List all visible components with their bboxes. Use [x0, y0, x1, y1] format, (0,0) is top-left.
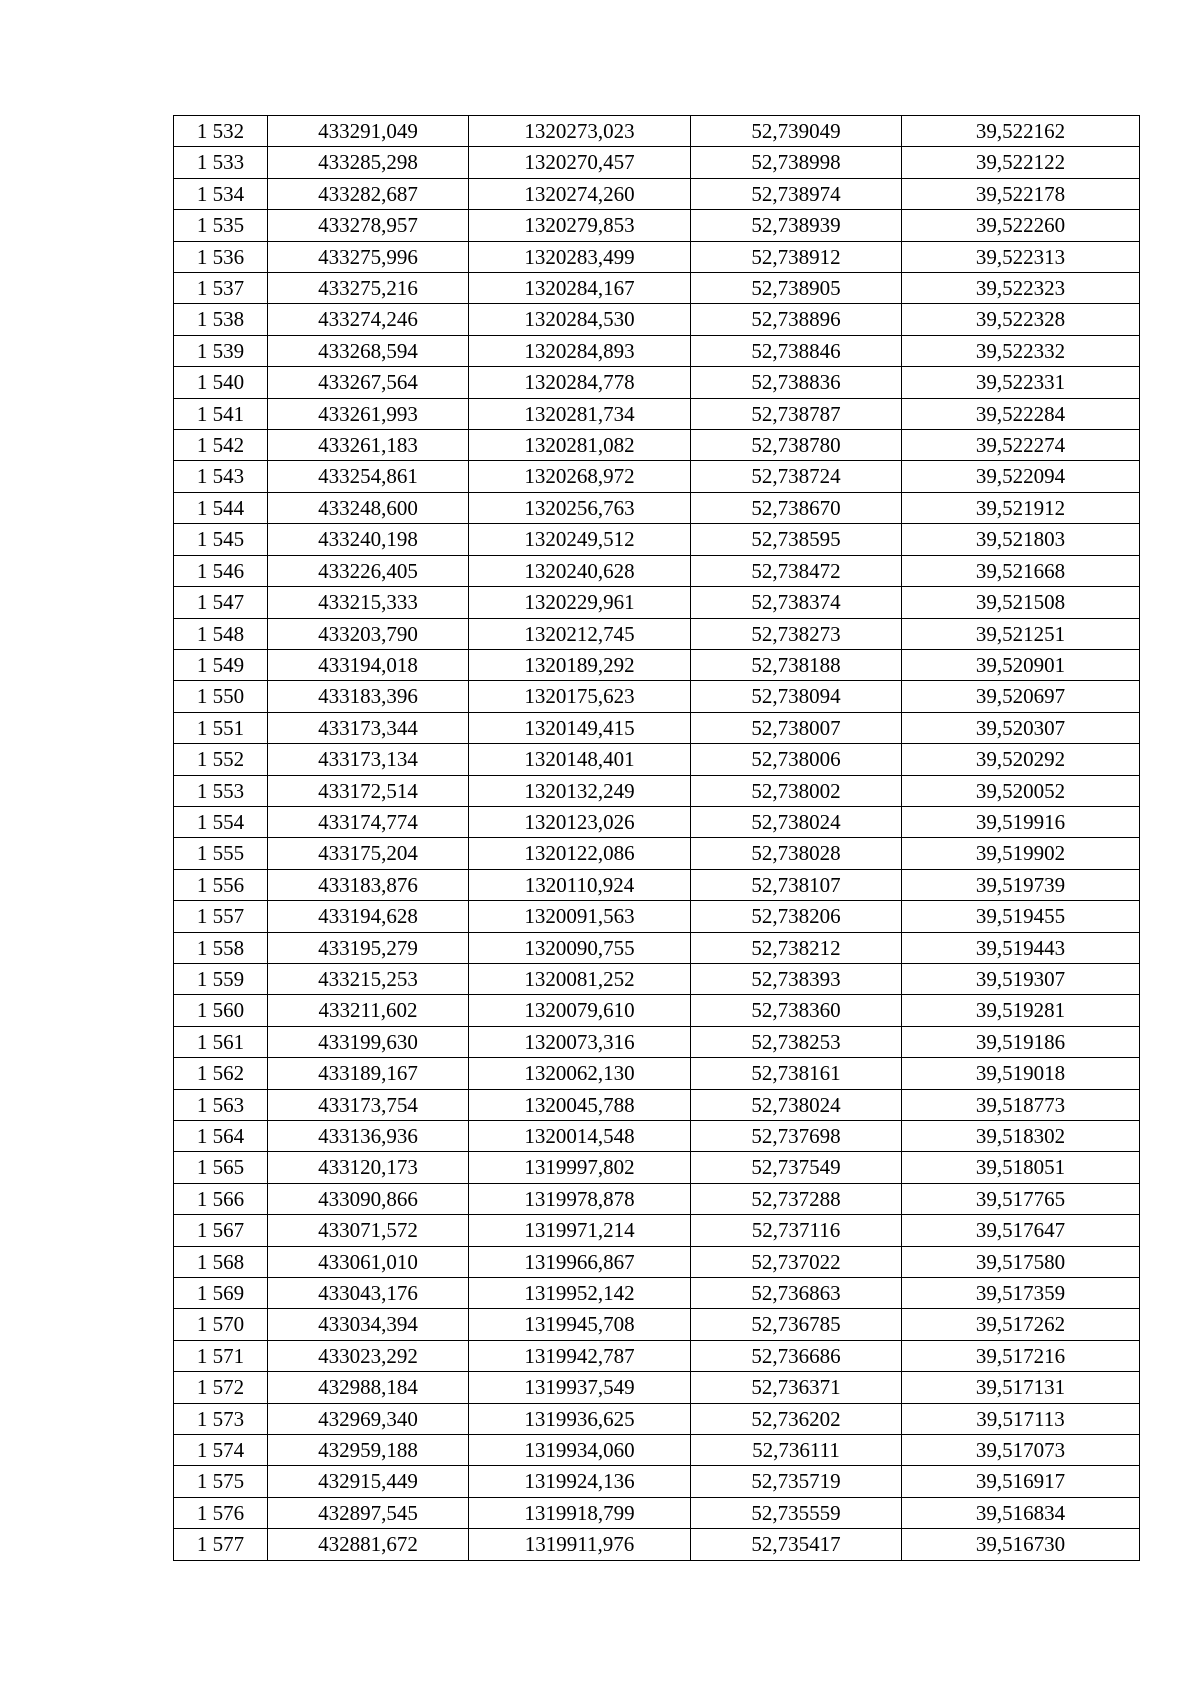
x-coordinate-cell: 433194,018 [268, 649, 469, 680]
table-row [174, 1215, 1140, 1246]
longitude-cell: 39,522122 [902, 147, 1140, 178]
y-coordinate-cell: 1320273,023 [469, 116, 691, 147]
longitude-cell: 39,521508 [902, 587, 1140, 618]
y-coordinate-cell: 1319936,625 [469, 1403, 691, 1434]
longitude-cell: 39,517073 [902, 1435, 1140, 1466]
x-coordinate-cell: 433203,790 [268, 618, 469, 649]
longitude-cell: 39,518773 [902, 1089, 1140, 1120]
longitude-cell: 39,520292 [902, 744, 1140, 775]
y-coordinate-cell: 1320045,788 [469, 1089, 691, 1120]
table-row [174, 210, 1140, 241]
latitude-cell: 52,736111 [691, 1435, 902, 1466]
y-coordinate-cell: 1320284,530 [469, 304, 691, 335]
table-row [174, 649, 1140, 680]
y-coordinate-cell: 1319918,799 [469, 1497, 691, 1528]
longitude-cell: 39,519443 [902, 932, 1140, 963]
table-row [174, 995, 1140, 1026]
y-coordinate-cell: 1319937,549 [469, 1372, 691, 1403]
latitude-cell: 52,737288 [691, 1183, 902, 1214]
y-coordinate-cell: 1319942,787 [469, 1340, 691, 1371]
y-coordinate-cell: 1320014,548 [469, 1121, 691, 1152]
longitude-cell: 39,517113 [902, 1403, 1140, 1434]
latitude-cell: 52,738905 [691, 273, 902, 304]
x-coordinate-cell: 433248,600 [268, 492, 469, 523]
x-coordinate-cell: 433120,173 [268, 1152, 469, 1183]
y-coordinate-cell: 1319911,976 [469, 1529, 691, 1560]
point-number-cell: 1 555 [174, 838, 268, 869]
latitude-cell: 52,738595 [691, 524, 902, 555]
longitude-cell: 39,519916 [902, 806, 1140, 837]
x-coordinate-cell: 433183,876 [268, 869, 469, 900]
point-number-cell: 1 535 [174, 210, 268, 241]
x-coordinate-cell: 433194,628 [268, 901, 469, 932]
longitude-cell: 39,517262 [902, 1309, 1140, 1340]
table-row [174, 1058, 1140, 1089]
point-number-cell: 1 570 [174, 1309, 268, 1340]
longitude-cell: 39,521912 [902, 492, 1140, 523]
x-coordinate-cell: 433174,774 [268, 806, 469, 837]
table-row [174, 775, 1140, 806]
point-number-cell: 1 543 [174, 461, 268, 492]
x-coordinate-cell: 433189,167 [268, 1058, 469, 1089]
table-row [174, 1152, 1140, 1183]
table-row [174, 1278, 1140, 1309]
table-row [174, 116, 1140, 147]
latitude-cell: 52,738974 [691, 178, 902, 209]
longitude-cell: 39,520901 [902, 649, 1140, 680]
x-coordinate-cell: 433275,996 [268, 241, 469, 272]
table-row [174, 430, 1140, 461]
latitude-cell: 52,735559 [691, 1497, 902, 1528]
latitude-cell: 52,738472 [691, 555, 902, 586]
x-coordinate-cell: 433254,861 [268, 461, 469, 492]
table-row [174, 1309, 1140, 1340]
longitude-cell: 39,520697 [902, 681, 1140, 712]
x-coordinate-cell: 433172,514 [268, 775, 469, 806]
longitude-cell: 39,516834 [902, 1497, 1140, 1528]
y-coordinate-cell: 1320240,628 [469, 555, 691, 586]
y-coordinate-cell: 1320281,082 [469, 430, 691, 461]
table-row [174, 587, 1140, 618]
longitude-cell: 39,522323 [902, 273, 1140, 304]
x-coordinate-cell: 433285,298 [268, 147, 469, 178]
point-number-cell: 1 541 [174, 398, 268, 429]
y-coordinate-cell: 1320229,961 [469, 587, 691, 618]
latitude-cell: 52,736202 [691, 1403, 902, 1434]
longitude-cell: 39,519307 [902, 963, 1140, 994]
latitude-cell: 52,737549 [691, 1152, 902, 1183]
longitude-cell: 39,516917 [902, 1466, 1140, 1497]
latitude-cell: 52,738787 [691, 398, 902, 429]
latitude-cell: 52,738161 [691, 1058, 902, 1089]
table-row [174, 806, 1140, 837]
x-coordinate-cell: 433195,279 [268, 932, 469, 963]
point-number-cell: 1 546 [174, 555, 268, 586]
x-coordinate-cell: 433291,049 [268, 116, 469, 147]
latitude-cell: 52,736863 [691, 1278, 902, 1309]
y-coordinate-cell: 1319945,708 [469, 1309, 691, 1340]
longitude-cell: 39,522313 [902, 241, 1140, 272]
table-row [174, 1246, 1140, 1277]
x-coordinate-cell: 433183,396 [268, 681, 469, 712]
table-row [174, 712, 1140, 743]
longitude-cell: 39,519455 [902, 901, 1140, 932]
table-row [174, 618, 1140, 649]
table-row [174, 1372, 1140, 1403]
y-coordinate-cell: 1320268,972 [469, 461, 691, 492]
latitude-cell: 52,738896 [691, 304, 902, 335]
y-coordinate-cell: 1320149,415 [469, 712, 691, 743]
y-coordinate-cell: 1319952,142 [469, 1278, 691, 1309]
latitude-cell: 52,738939 [691, 210, 902, 241]
y-coordinate-cell: 1319924,136 [469, 1466, 691, 1497]
table-row [174, 1089, 1140, 1120]
y-coordinate-cell: 1320284,893 [469, 335, 691, 366]
point-number-cell: 1 563 [174, 1089, 268, 1120]
x-coordinate-cell: 433023,292 [268, 1340, 469, 1371]
y-coordinate-cell: 1320274,260 [469, 178, 691, 209]
y-coordinate-cell: 1320256,763 [469, 492, 691, 523]
latitude-cell: 52,738780 [691, 430, 902, 461]
point-number-cell: 1 571 [174, 1340, 268, 1371]
latitude-cell: 52,738670 [691, 492, 902, 523]
latitude-cell: 52,738393 [691, 963, 902, 994]
longitude-cell: 39,518051 [902, 1152, 1140, 1183]
longitude-cell: 39,517131 [902, 1372, 1140, 1403]
point-number-cell: 1 576 [174, 1497, 268, 1528]
latitude-cell: 52,735417 [691, 1529, 902, 1560]
x-coordinate-cell: 433043,176 [268, 1278, 469, 1309]
longitude-cell: 39,517647 [902, 1215, 1140, 1246]
table-row [174, 398, 1140, 429]
table-row [174, 1435, 1140, 1466]
latitude-cell: 52,738028 [691, 838, 902, 869]
point-number-cell: 1 539 [174, 335, 268, 366]
point-number-cell: 1 564 [174, 1121, 268, 1152]
y-coordinate-cell: 1319971,214 [469, 1215, 691, 1246]
point-number-cell: 1 560 [174, 995, 268, 1026]
longitude-cell: 39,519739 [902, 869, 1140, 900]
x-coordinate-cell: 432959,188 [268, 1435, 469, 1466]
point-number-cell: 1 569 [174, 1278, 268, 1309]
table-row [174, 367, 1140, 398]
table-row [174, 1121, 1140, 1152]
longitude-cell: 39,516730 [902, 1529, 1140, 1560]
latitude-cell: 52,738107 [691, 869, 902, 900]
y-coordinate-cell: 1320123,026 [469, 806, 691, 837]
latitude-cell: 52,739049 [691, 116, 902, 147]
longitude-cell: 39,520307 [902, 712, 1140, 743]
longitude-cell: 39,522178 [902, 178, 1140, 209]
point-number-cell: 1 538 [174, 304, 268, 335]
latitude-cell: 52,738912 [691, 241, 902, 272]
point-number-cell: 1 558 [174, 932, 268, 963]
x-coordinate-cell: 432969,340 [268, 1403, 469, 1434]
latitude-cell: 52,738374 [691, 587, 902, 618]
point-number-cell: 1 562 [174, 1058, 268, 1089]
x-coordinate-cell: 433211,602 [268, 995, 469, 1026]
x-coordinate-cell: 433215,333 [268, 587, 469, 618]
latitude-cell: 52,738846 [691, 335, 902, 366]
x-coordinate-cell: 433034,394 [268, 1309, 469, 1340]
y-coordinate-cell: 1320062,130 [469, 1058, 691, 1089]
y-coordinate-cell: 1319966,867 [469, 1246, 691, 1277]
x-coordinate-cell: 433173,754 [268, 1089, 469, 1120]
table-row [174, 744, 1140, 775]
x-coordinate-cell: 433261,993 [268, 398, 469, 429]
x-coordinate-cell: 432988,184 [268, 1372, 469, 1403]
longitude-cell: 39,517359 [902, 1278, 1140, 1309]
table-row [174, 524, 1140, 555]
table-row [174, 901, 1140, 932]
table-row [174, 241, 1140, 272]
table-row [174, 461, 1140, 492]
point-number-cell: 1 545 [174, 524, 268, 555]
coordinates-table-body [174, 116, 1140, 1561]
x-coordinate-cell: 433136,936 [268, 1121, 469, 1152]
x-coordinate-cell: 432915,449 [268, 1466, 469, 1497]
point-number-cell: 1 565 [174, 1152, 268, 1183]
point-number-cell: 1 548 [174, 618, 268, 649]
latitude-cell: 52,738253 [691, 1026, 902, 1057]
longitude-cell: 39,517765 [902, 1183, 1140, 1214]
point-number-cell: 1 534 [174, 178, 268, 209]
point-number-cell: 1 568 [174, 1246, 268, 1277]
y-coordinate-cell: 1319997,802 [469, 1152, 691, 1183]
coordinates-table [173, 115, 1140, 1561]
y-coordinate-cell: 1320081,252 [469, 963, 691, 994]
table-row [174, 273, 1140, 304]
point-number-cell: 1 572 [174, 1372, 268, 1403]
x-coordinate-cell: 433071,572 [268, 1215, 469, 1246]
latitude-cell: 52,736785 [691, 1309, 902, 1340]
latitude-cell: 52,738094 [691, 681, 902, 712]
latitude-cell: 52,738212 [691, 932, 902, 963]
point-number-cell: 1 533 [174, 147, 268, 178]
latitude-cell: 52,738006 [691, 744, 902, 775]
point-number-cell: 1 552 [174, 744, 268, 775]
point-number-cell: 1 573 [174, 1403, 268, 1434]
table-row [174, 681, 1140, 712]
table-row [174, 869, 1140, 900]
x-coordinate-cell: 433268,594 [268, 335, 469, 366]
latitude-cell: 52,738836 [691, 367, 902, 398]
latitude-cell: 52,737698 [691, 1121, 902, 1152]
y-coordinate-cell: 1320249,512 [469, 524, 691, 555]
latitude-cell: 52,738998 [691, 147, 902, 178]
x-coordinate-cell: 433282,687 [268, 178, 469, 209]
longitude-cell: 39,519281 [902, 995, 1140, 1026]
point-number-cell: 1 575 [174, 1466, 268, 1497]
table-row [174, 492, 1140, 523]
x-coordinate-cell: 433267,564 [268, 367, 469, 398]
x-coordinate-cell: 432881,672 [268, 1529, 469, 1560]
x-coordinate-cell: 433240,198 [268, 524, 469, 555]
longitude-cell: 39,519186 [902, 1026, 1140, 1057]
y-coordinate-cell: 1320270,457 [469, 147, 691, 178]
y-coordinate-cell: 1320212,745 [469, 618, 691, 649]
latitude-cell: 52,738724 [691, 461, 902, 492]
y-coordinate-cell: 1320175,623 [469, 681, 691, 712]
longitude-cell: 39,519018 [902, 1058, 1140, 1089]
longitude-cell: 39,519902 [902, 838, 1140, 869]
point-number-cell: 1 537 [174, 273, 268, 304]
latitude-cell: 52,738024 [691, 806, 902, 837]
point-number-cell: 1 551 [174, 712, 268, 743]
table-row [174, 1026, 1140, 1057]
table-row [174, 1497, 1140, 1528]
longitude-cell: 39,522162 [902, 116, 1140, 147]
x-coordinate-cell: 433275,216 [268, 273, 469, 304]
y-coordinate-cell: 1320283,499 [469, 241, 691, 272]
y-coordinate-cell: 1320284,778 [469, 367, 691, 398]
x-coordinate-cell: 433226,405 [268, 555, 469, 586]
point-number-cell: 1 574 [174, 1435, 268, 1466]
longitude-cell: 39,522332 [902, 335, 1140, 366]
point-number-cell: 1 536 [174, 241, 268, 272]
longitude-cell: 39,522274 [902, 430, 1140, 461]
longitude-cell: 39,521668 [902, 555, 1140, 586]
point-number-cell: 1 553 [174, 775, 268, 806]
x-coordinate-cell: 433090,866 [268, 1183, 469, 1214]
y-coordinate-cell: 1320090,755 [469, 932, 691, 963]
latitude-cell: 52,737116 [691, 1215, 902, 1246]
latitude-cell: 52,738206 [691, 901, 902, 932]
table-row [174, 838, 1140, 869]
point-number-cell: 1 547 [174, 587, 268, 618]
y-coordinate-cell: 1320122,086 [469, 838, 691, 869]
latitude-cell: 52,736686 [691, 1340, 902, 1371]
point-number-cell: 1 550 [174, 681, 268, 712]
x-coordinate-cell: 432897,545 [268, 1497, 469, 1528]
table-row [174, 1466, 1140, 1497]
y-coordinate-cell: 1320281,734 [469, 398, 691, 429]
latitude-cell: 52,737022 [691, 1246, 902, 1277]
table-row [174, 1183, 1140, 1214]
y-coordinate-cell: 1320079,610 [469, 995, 691, 1026]
point-number-cell: 1 540 [174, 367, 268, 398]
point-number-cell: 1 566 [174, 1183, 268, 1214]
point-number-cell: 1 544 [174, 492, 268, 523]
longitude-cell: 39,522094 [902, 461, 1140, 492]
point-number-cell: 1 557 [174, 901, 268, 932]
y-coordinate-cell: 1320148,401 [469, 744, 691, 775]
longitude-cell: 39,522284 [902, 398, 1140, 429]
latitude-cell: 52,738007 [691, 712, 902, 743]
point-number-cell: 1 561 [174, 1026, 268, 1057]
table-row [174, 304, 1140, 335]
latitude-cell: 52,738002 [691, 775, 902, 806]
table-row [174, 555, 1140, 586]
longitude-cell: 39,517580 [902, 1246, 1140, 1277]
latitude-cell: 52,738273 [691, 618, 902, 649]
longitude-cell: 39,522331 [902, 367, 1140, 398]
longitude-cell: 39,521803 [902, 524, 1140, 555]
latitude-cell: 52,738024 [691, 1089, 902, 1120]
y-coordinate-cell: 1320189,292 [469, 649, 691, 680]
y-coordinate-cell: 1320284,167 [469, 273, 691, 304]
table-row [174, 1340, 1140, 1371]
latitude-cell: 52,735719 [691, 1466, 902, 1497]
x-coordinate-cell: 433261,183 [268, 430, 469, 461]
point-number-cell: 1 567 [174, 1215, 268, 1246]
latitude-cell: 52,736371 [691, 1372, 902, 1403]
y-coordinate-cell: 1319934,060 [469, 1435, 691, 1466]
x-coordinate-cell: 433173,134 [268, 744, 469, 775]
table-row [174, 1403, 1140, 1434]
table-row [174, 963, 1140, 994]
longitude-cell: 39,517216 [902, 1340, 1140, 1371]
y-coordinate-cell: 1319978,878 [469, 1183, 691, 1214]
y-coordinate-cell: 1320279,853 [469, 210, 691, 241]
longitude-cell: 39,518302 [902, 1121, 1140, 1152]
x-coordinate-cell: 433274,246 [268, 304, 469, 335]
y-coordinate-cell: 1320091,563 [469, 901, 691, 932]
table-row [174, 335, 1140, 366]
longitude-cell: 39,522260 [902, 210, 1140, 241]
table-row [174, 1529, 1140, 1560]
x-coordinate-cell: 433061,010 [268, 1246, 469, 1277]
longitude-cell: 39,522328 [902, 304, 1140, 335]
point-number-cell: 1 556 [174, 869, 268, 900]
point-number-cell: 1 549 [174, 649, 268, 680]
table-row [174, 932, 1140, 963]
latitude-cell: 52,738188 [691, 649, 902, 680]
table-row [174, 147, 1140, 178]
y-coordinate-cell: 1320132,249 [469, 775, 691, 806]
x-coordinate-cell: 433175,204 [268, 838, 469, 869]
x-coordinate-cell: 433278,957 [268, 210, 469, 241]
x-coordinate-cell: 433199,630 [268, 1026, 469, 1057]
x-coordinate-cell: 433215,253 [268, 963, 469, 994]
latitude-cell: 52,738360 [691, 995, 902, 1026]
table-row [174, 178, 1140, 209]
y-coordinate-cell: 1320110,924 [469, 869, 691, 900]
point-number-cell: 1 554 [174, 806, 268, 837]
longitude-cell: 39,520052 [902, 775, 1140, 806]
longitude-cell: 39,521251 [902, 618, 1140, 649]
x-coordinate-cell: 433173,344 [268, 712, 469, 743]
point-number-cell: 1 577 [174, 1529, 268, 1560]
point-number-cell: 1 532 [174, 116, 268, 147]
point-number-cell: 1 542 [174, 430, 268, 461]
point-number-cell: 1 559 [174, 963, 268, 994]
y-coordinate-cell: 1320073,316 [469, 1026, 691, 1057]
